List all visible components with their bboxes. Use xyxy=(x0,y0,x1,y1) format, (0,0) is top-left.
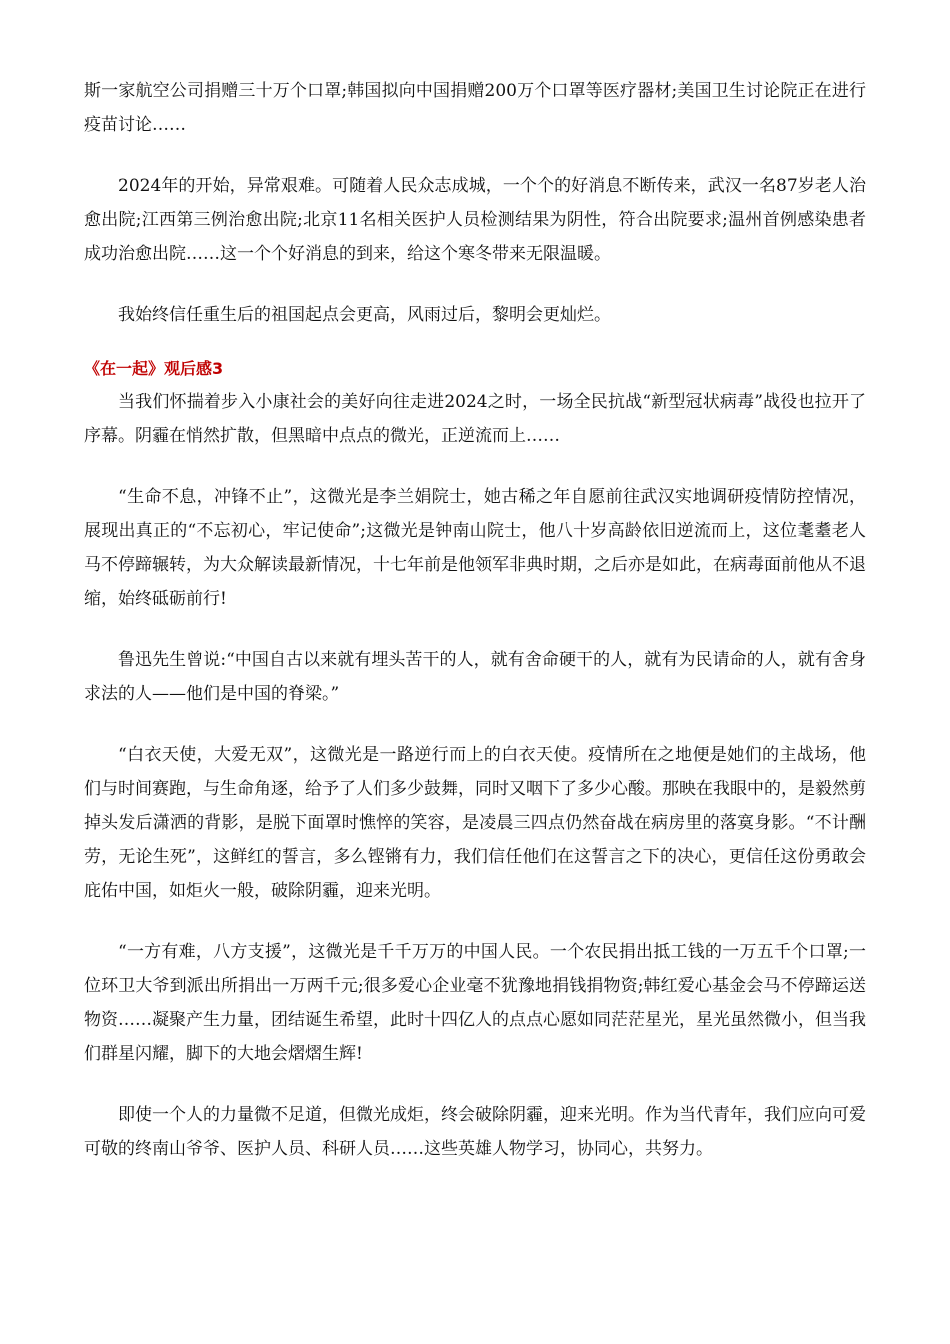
document-page xyxy=(84,74,866,1193)
paragraph-conclusion: 即使一个人的力量微不足道，但微光成炬，终会破除阴霾，迎来光明。作为当代青年，我们应向可爱可敬的终南山爷爷、医护人员、科研人员……这些英雄人物学习，协同心，共努力。 xyxy=(84,1105,866,1159)
paragraph-donations: 斯一家航空公司捐赠三十万个口罩;韩国拟向中国捐赠200万个口罩等医疗器材;美国卫生讨论院正在进行疫苗讨论…… xyxy=(84,81,866,135)
section-heading: 《在一起》观后感3 xyxy=(84,359,224,378)
paragraph-people-support: “一方有难，八方支援”，这微光是千千万万的中国人民。一个农民捐出抵工钱的一万五千个口罩;一位环卫大爷到派出所捐出一万两千元;很多爱心企业毫不犹豫地捐钱捐物资;韩红爱心基金会马不停蹄运送物资……凝聚产生力量，团结诞生希望，此时十四亿人的点点心愿如同茫茫星光，星光虽然微小，但当我们群星闪耀，脚下的大地会熠熠生辉! xyxy=(84,942,866,1064)
paragraph-good-news: 2024年的开始，异常艰难。可随着人民众志成城，一个个的好消息不断传来，武汉一名87岁老人治愈出院;江西第三例治愈出院;北京11名相关医护人员检测结果为阴性，符合出院要求;温州首例感染患者成功治愈出院……这一个个好消息的到来，给这个寒冬带来无限温暖。 xyxy=(84,176,866,264)
paragraph-belief: 我始终信任重生后的祖国起点会更高，风雨过后，黎明会更灿烂。 xyxy=(118,305,611,325)
paragraph-white-angels: “白衣天使，大爱无双”，这微光是一路逆行而上的白衣天使。疫情所在之地便是她们的主战场，他们与时间赛跑，与生命角逐，给予了人们多少鼓舞，同时又咽下了多少心酸。那映在我眼中的，是毅然剪掉头发后潇洒的背影，是脱下面罩时憔悴的笑容，是凌晨三四点仍然奋战在病房里的落寞身影。“不计酬劳，无论生死”，这鲜红的誓言，多么铿锵有力，我们信任他们在这誓言之下的决心，更信任这份勇敢会庇佑中国，如炬火一般，破除阴霾，迎来光明。 xyxy=(84,745,866,901)
paragraph-lu-xun-quote: 鲁迅先生曾说:“中国自古以来就有埋头苦干的人，就有舍命硬干的人，就有为民请命的人，就有舍身求法的人——他们是中国的脊梁。” xyxy=(84,650,866,704)
paragraph-academicians: “生命不息，冲锋不止”，这微光是李兰娟院士，她古稀之年自愿前往武汉实地调研疫情防控情况，展现出真正的“不忘初心，牢记使命”;这微光是钟南山院士，他八十岁高龄依旧逆流而上，这位耄耋老人马不停蹄辗转，为大众解读最新情况，十七年前是他领军非典时期，之后亦是如此，在病毒面前他从不退缩，始终砥砺前行! xyxy=(84,487,866,609)
paragraph-intro: 当我们怀揣着步入小康社会的美好向往走进2024之时，一场全民抗战“新型冠状病毒”战役也拉开了序幕。阴霾在悄然扩散，但黑暗中点点的微光，正逆流而上…… xyxy=(84,392,866,446)
